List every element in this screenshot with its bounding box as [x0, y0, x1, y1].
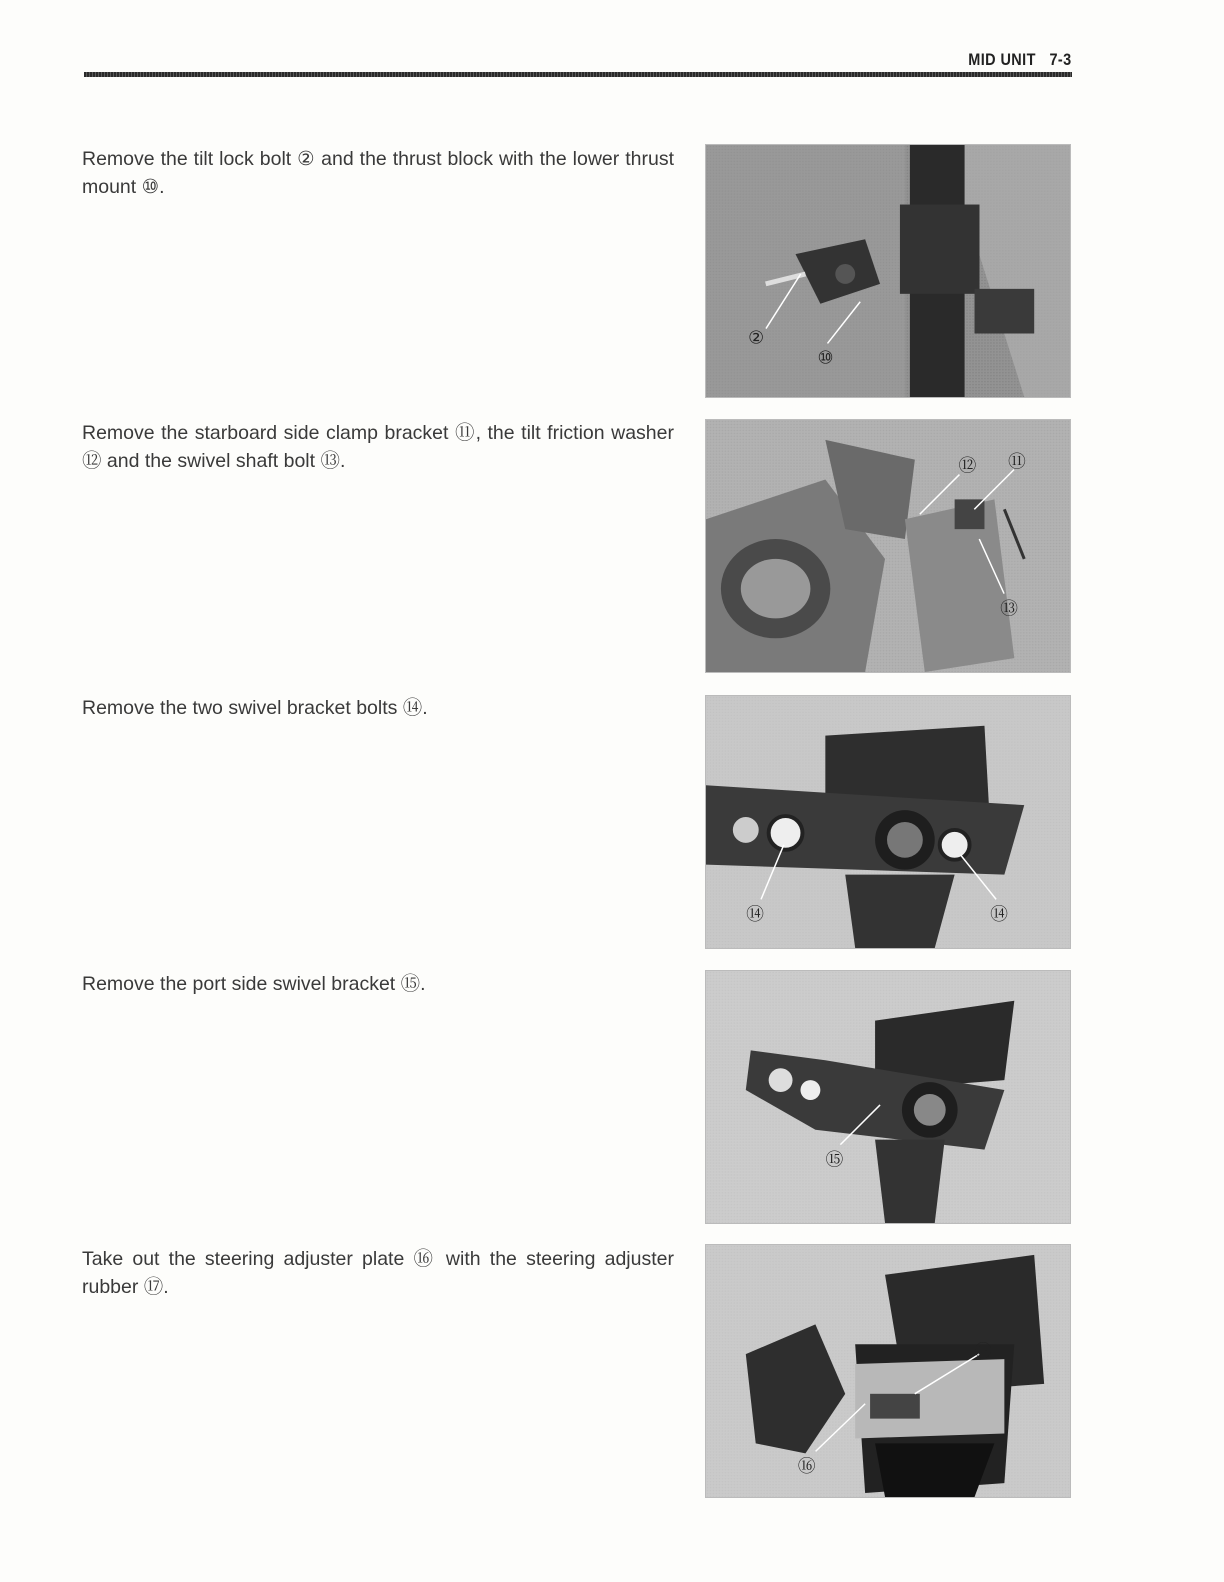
callout-12: ⑫ — [958, 455, 977, 477]
step-3-text: Remove the two swivel bracket bolts ⑭. — [82, 697, 428, 719]
step-4-text: Remove the port side swivel bracket ⑮. — [82, 973, 426, 995]
step-1-text: Remove the tilt lock bolt ② and the thrust block with the lower thrust mount ⑩. — [82, 148, 674, 198]
step-5-photo — [705, 1244, 1071, 1498]
callout-11: ⑪ — [1008, 451, 1026, 473]
callout-16: ⑯ — [797, 1456, 816, 1478]
callout-17: ⑰ — [974, 1341, 993, 1363]
page-header — [969, 50, 1072, 70]
callout-14-left: ⑭ — [746, 904, 764, 926]
step-4-photo — [705, 970, 1071, 1224]
step-3-photo — [705, 695, 1071, 949]
page-number: 7-3 — [1049, 50, 1072, 69]
step-2-callouts — [706, 420, 1070, 672]
step-5-callouts — [706, 1245, 1070, 1497]
callout-15: ⑮ — [825, 1149, 844, 1171]
step-3-callouts — [706, 696, 1070, 948]
callout-2: ② — [748, 327, 765, 349]
callout-14-right: ⑭ — [990, 904, 1009, 926]
section-title: MID UNIT — [968, 50, 1037, 69]
step-2-text: Remove the starboard side clamp bracket ⑪, the tilt friction washer ⑫ and the swivel shaft bolt ⑬. — [82, 422, 674, 472]
callout-13: ⑬ — [1000, 598, 1018, 620]
step-4-callouts — [706, 971, 1070, 1223]
step-1-callouts — [706, 145, 1070, 397]
step-2-photo — [705, 419, 1071, 673]
header-rule — [84, 72, 1072, 77]
step-1-photo — [705, 144, 1071, 398]
step-5-text: Take out the steering adjuster plate ⑯ with the steering adjuster rubber ⑰. — [82, 1248, 674, 1298]
callout-10: ⑩ — [817, 347, 834, 369]
